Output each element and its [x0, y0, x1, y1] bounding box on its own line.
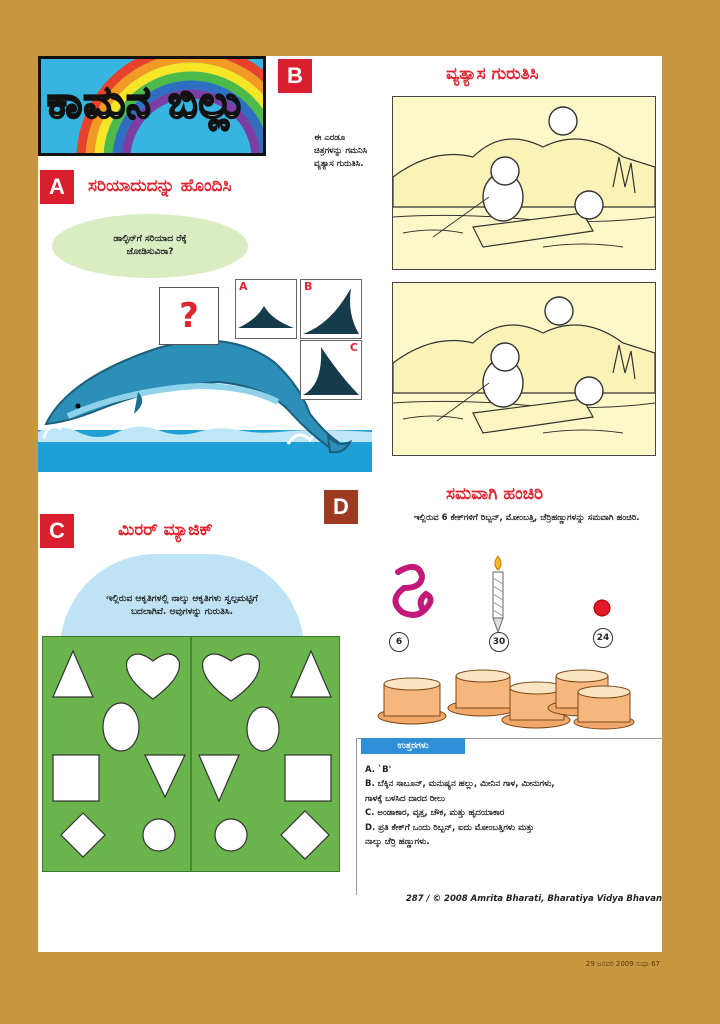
- section-c-badge: C: [40, 514, 74, 548]
- difference-picture-bottom: [392, 282, 656, 456]
- section-d-title: ಸಮವಾಗಿ ಹಂಚಿರಿ: [446, 484, 544, 504]
- fin-option-b-label: B: [304, 280, 313, 293]
- question-mark: ?: [179, 296, 199, 336]
- section-d-badge: D: [324, 490, 358, 524]
- answer-line: A. `B': [365, 765, 392, 775]
- difference-picture-top: [392, 96, 656, 270]
- section-d-instruction: ಇಲ್ಲಿರುವ 6 ಕೇಕ್‌ಗಳಿಗೆ ರಿಬ್ಬನ್, ಮೋಂಬತ್ತಿ, ಚೆರ್ರಿಹಣ್ಣುಗಳನ್ನು ಸಮವಾಗಿ ಹಂಚಿರಿ.: [414, 513, 640, 523]
- section-a-bubble-text: ಡಾಲ್ಫಿನ್‌ಗೆ ಸರಿಯಾದ ರೆಕ್ಕೆ ಜೋಡಿಸುವಿರಾ?: [113, 233, 187, 257]
- fin-option-a[interactable]: [235, 279, 297, 339]
- candle-icon: [486, 554, 510, 638]
- ribbon-icon: [378, 560, 442, 630]
- answers-list: [365, 763, 657, 850]
- section-b-title: ವ್ಯತ್ಯಾಸ ಗುರುತಿಸಿ: [446, 64, 539, 84]
- answer-line: C. ಅಂಡಾಕಾರ, ವೃತ್ತ, ಚೌಕ, ಮತ್ತು ಹೃದಯಾಕಾರ: [365, 808, 505, 819]
- section-a-title: ಸರಿಯಾದುದನ್ನು ಹೊಂದಿಸಿ: [88, 176, 232, 196]
- section-c-bubble-text: ಇಲ್ಲಿರುವ ಆಕೃತಿಗಳಲ್ಲಿ ನಾಲ್ಕು ಆಕೃತಿಗಳು ಸ್ವಲ್ಪಮಟ್ಟಿಗೆ ಬದಲಾಗಿವೆ. ಅವುಗಳನ್ನು ಗುರುತಿಸಿ.: [106, 593, 258, 617]
- mirror-shapes: [43, 637, 339, 871]
- fin-option-c[interactable]: [300, 340, 362, 400]
- fin-option-b[interactable]: [300, 279, 362, 339]
- section-a-bubble: [52, 214, 248, 278]
- answer-line: ನಾಲ್ಕು ಚೆರ್ರಿ ಹಣ್ಣುಗಳು.: [365, 837, 430, 848]
- credit-line: 287 / © 2008 Amrita Bharati, Bharatiya Vidya Bhavan: [405, 894, 662, 904]
- answers-header: ಉತ್ತರಗಳು: [361, 738, 465, 754]
- logo-title: ಕಾಮನ ಬಿಲ್ಲು: [47, 77, 248, 128]
- candle-count: 30: [489, 632, 509, 652]
- section-b-instruction: ಈ ಎರಡೂ ಚಿತ್ರಗಳನ್ನು ಗಮನಿಸಿ ವ್ಯತ್ಯಾಸ ಗುರುತಿಸಿ.: [314, 133, 368, 169]
- fishing-scene-bottom: [393, 283, 655, 455]
- logo-box: [38, 56, 266, 156]
- answers-box: [356, 738, 663, 895]
- answer-line: D. ಪ್ರತಿ ಕೇಕ್‌ಗೆ ಒಂದು ರಿಬ್ಬನ್, ಐದು ಮೋಂಬತ್ತಿಗಳು ಮತ್ತು: [365, 822, 535, 833]
- section-c-title: ಮಿರರ್ ಮ್ಯಾಜಿಕ್: [118, 520, 213, 540]
- fishing-scene-top: [393, 97, 655, 269]
- answer-line: B. ಬೆಕ್ಕಿನ ಸಾಬೂನ್, ಮನುಷ್ಯನ ಹಲ್ಲು, ಮೀನಿನ ಗಾಳ, ಮೀನುಗಳು,: [365, 779, 555, 790]
- cakes-illustration: [372, 668, 640, 732]
- mirror-shapes-panel: [42, 636, 340, 872]
- cherry-icon: [592, 598, 612, 618]
- fin-option-c-label: C: [349, 341, 358, 354]
- ribbon-count: 6: [389, 632, 409, 652]
- cherry-count: 24: [593, 628, 613, 648]
- magazine-page: [38, 56, 662, 952]
- section-a-badge: A: [40, 170, 74, 204]
- question-box[interactable]: [159, 287, 219, 345]
- answer-line: ಗಾಳಕ್ಕೆ ಬಳಸಿದ ದಾರದ ರೀಲು: [365, 793, 446, 804]
- page-footer: 29 ಜನವರಿ 2009 ಸುಧಾ 67: [585, 960, 660, 968]
- section-b-badge: B: [278, 59, 312, 93]
- fin-option-a-label: A: [239, 280, 248, 293]
